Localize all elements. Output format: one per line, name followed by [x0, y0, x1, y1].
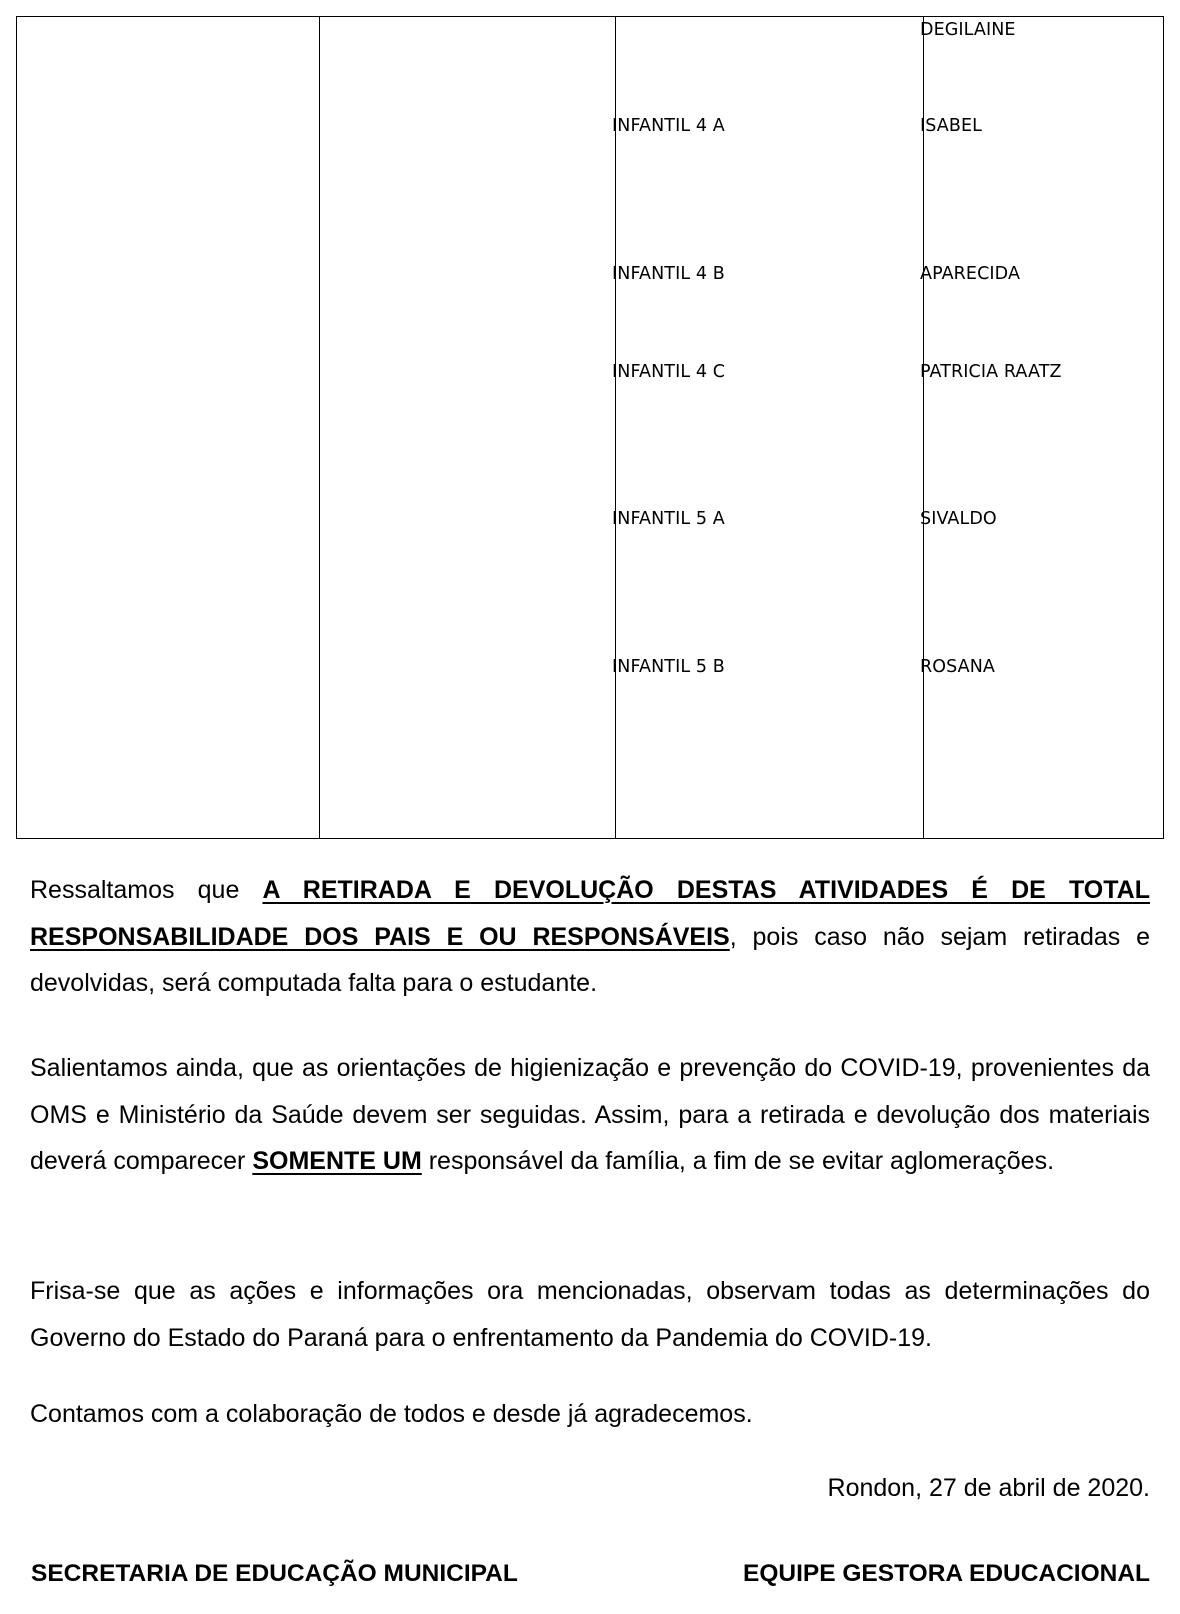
class-teacher-table: [16, 16, 1164, 839]
emphasis-text: A RETIRADA E DEVOLUÇÃO DESTAS ATIVIDADES É DE TOTAL RESPONSABILIDADE DOS PAIS E OU RESPONSÁVEIS: [30, 876, 1150, 951]
teacher-name: APARECIDA: [920, 264, 1021, 284]
teacher-name: DEGILAINE: [920, 20, 1016, 40]
class-name: INFANTIL 4 A: [612, 116, 725, 136]
date-line: Rondon, 27 de abril de 2020.: [827, 1474, 1150, 1502]
column-divider: [319, 17, 320, 838]
class-name: INFANTIL 5 A: [612, 509, 725, 529]
paragraph-text: responsável da família, a fim de se evitar aglomerações.: [421, 1147, 1055, 1175]
paragraph-text: Salientamos ainda, que as orientações de higienização e prevenção do COVID-19, provenientes da OMS e Ministério da Saúde devem ser seguidas. Assim, para a retirada e devolução dos materiais deverá comparecer: [30, 1054, 1150, 1175]
signature-secretaria: SECRETARIA DE EDUCAÇÃO MUNICIPAL: [31, 1560, 518, 1587]
teacher-name: ISABEL: [920, 116, 982, 136]
class-name: INFANTIL 5 B: [612, 657, 725, 677]
paragraph-government: Frisa-se que as ações e informações ora mencionadas, observam todas as determinações do Governo do Estado do Paraná para o enfrentamento da Pandemia do COVID-19.: [30, 1277, 1150, 1352]
class-name: INFANTIL 4 C: [612, 362, 726, 382]
class-name: INFANTIL 4 B: [612, 264, 725, 284]
teacher-name: PATRICIA RAATZ: [920, 362, 1062, 382]
paragraph-text: Ressaltamos que: [30, 876, 263, 904]
teacher-name: SIVALDO: [920, 509, 997, 529]
column-divider: [615, 17, 616, 838]
emphasis-text: SOMENTE UM: [252, 1147, 422, 1175]
paragraph-thanks: Contamos com a colaboração de todos e desde já agradecemos.: [30, 1400, 753, 1428]
column-divider: [923, 17, 924, 838]
paragraph-text: , pois caso não sejam retiradas e devolvidas, será computada falta para o estudante.: [30, 922, 1151, 997]
paragraph-hygiene: [30, 1045, 1150, 1185]
teacher-name: ROSANA: [920, 657, 996, 677]
paragraph-responsibility: [30, 867, 1150, 1007]
signature-equipe-gestora: EQUIPE GESTORA EDUCACIONAL: [742, 1560, 1150, 1587]
